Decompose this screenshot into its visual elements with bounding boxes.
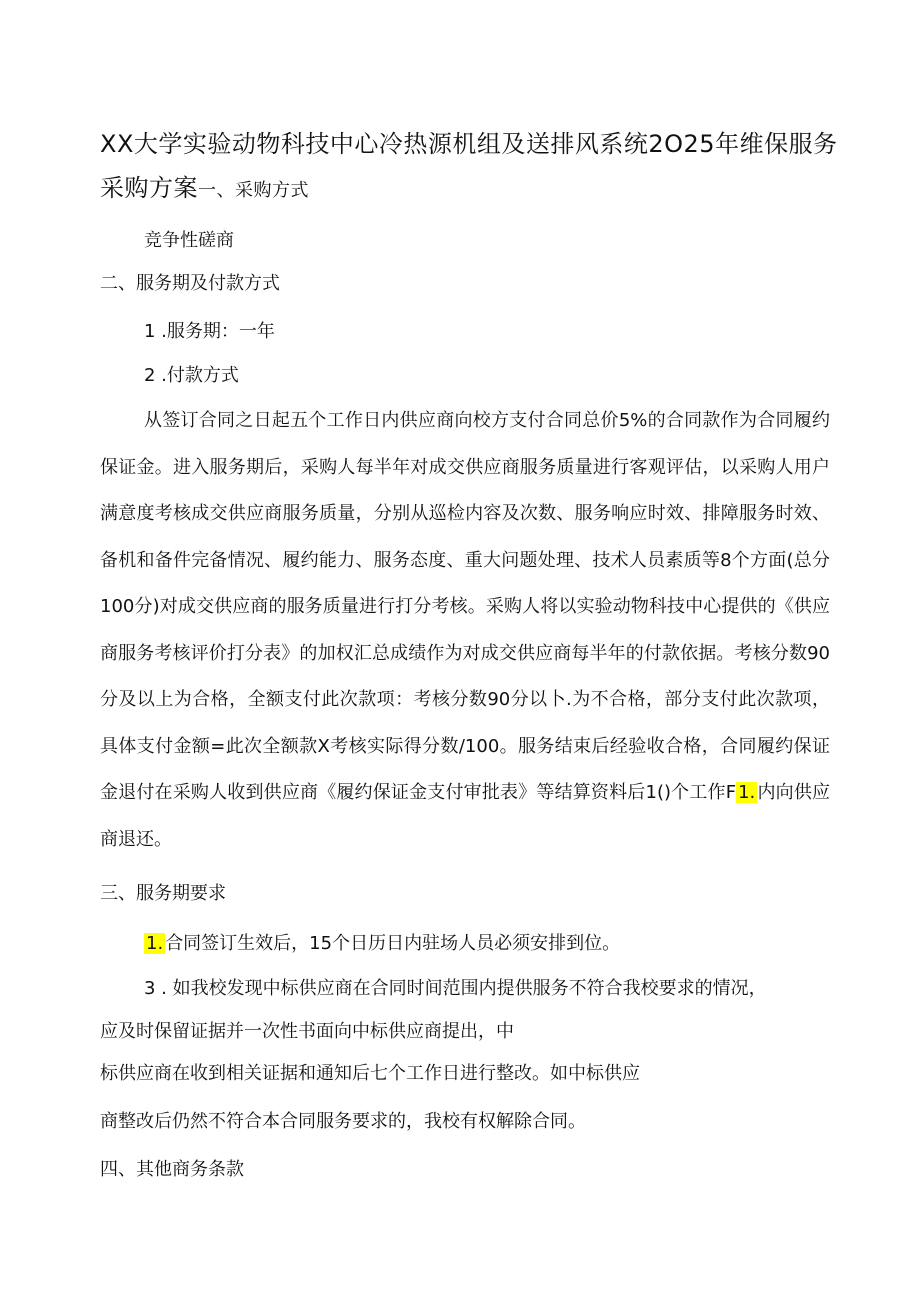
- section3-item1: [144, 932, 620, 956]
- payment-paragraph: [100, 398, 830, 863]
- title-main: XX大学实验动物科技中心冷热源机组及送排风系统2O25年维保服务采购方案: [100, 130, 838, 202]
- section3-item3-line1: 3 . 如我校发现中标供应商在合同时间范围内提供服务不符合我校要求的情况，: [144, 978, 767, 999]
- section3-item3-line3: 标供应商在收到相关证据和通知后七个工作日进行整改。如中标供应: [100, 1063, 640, 1084]
- section3-item3-line4: 商整改后仍然不符合本合同服务要求的，我校有权解除合同。: [100, 1111, 586, 1132]
- title-section1-heading: 一、采购方式: [198, 180, 309, 201]
- section4-heading: 四、其他商务条款: [100, 1159, 244, 1180]
- section2-heading: 二、服务期及付款方式: [100, 273, 280, 294]
- section2-item1: 1 .服务期：一年: [144, 321, 275, 342]
- payment-paragraph-text: 从签订合同之日起五个工作日内供应商向校方支付合同总价5%的合同款作为合同履约保证金。进入服务期后，采购人每半年对成交供应商服务质量进行客观评估，以采购人用户满意度考核成交供应商服务质量，分别从巡检内容及次数、服务响应时效、排障服务时效、备机和备件完备情况、履约能力、服务态度、重大问题处理、技术人员素质等8个方面(总分100分)对成交供应商的服务质量进行打分考核。采购人将以实验动物科技中心提供的《供应商服务考核评价打分表》的加权汇总成绩作为对成交供应商每半年的付款依据。考核分数90分及以上为合格，全额支付此次款项：考核分数90分以卜.为不合格，部分支付此次款项，具体支付金额=此次全额款X考核实际得分数/100。服务结束后经验收合格，合同履约保证金退付在采购人收到供应商《履约保证金支付审批表》等结算资料后1()个工作F: [100, 410, 830, 803]
- document-title: [100, 122, 840, 213]
- procurement-method-text: 竞争性磋商: [144, 230, 234, 251]
- section3-item3-line2: 应及时保留证据并一次性书面向中标供应商提出，中: [100, 1021, 514, 1042]
- highlighted-marker: 1.: [146, 933, 164, 954]
- section3-heading: 三、服务期要求: [100, 883, 226, 904]
- highlighted-text: 1.: [738, 782, 756, 803]
- section3-item1-text: 合同签订生效后，15个日历日内驻场人员必须安排到位。: [165, 933, 621, 954]
- section2-item2: 2 .付款方式: [144, 365, 239, 386]
- payment-paragraph-end: 内向供应商退还。: [100, 782, 830, 850]
